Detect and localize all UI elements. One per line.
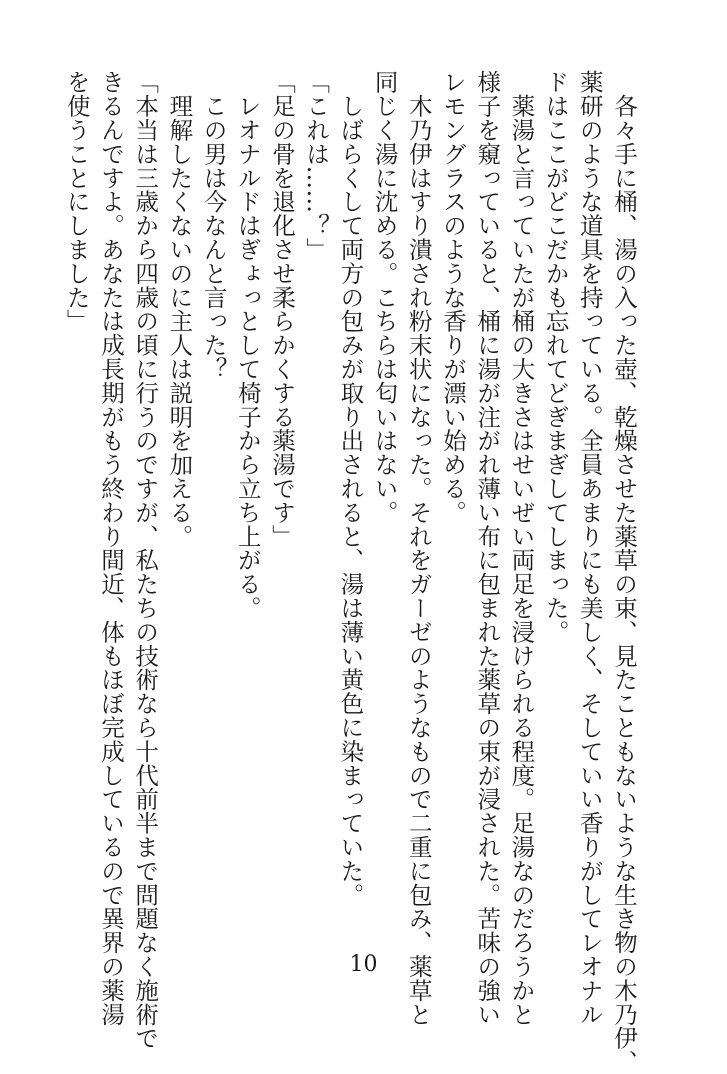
text-column: 各々手に桶、湯の入った壺、乾燥させた薬草の束、見たこともないような生き物の木乃伊、: [610, 70, 638, 1074]
vertical-text-block: [60, 70, 641, 1074]
page-number: 10: [349, 952, 378, 977]
text-column: レオナルドはぎょっとして椅子から立ち上がる。: [233, 70, 262, 620]
text-column: 「これは……？」: [302, 70, 331, 262]
text-column: を使うことにしました」: [62, 70, 91, 333]
text-column: この男は今なんと言った？: [199, 70, 228, 381]
text-column: きるんですよ。あなたは成長期がもう終わり間近、体もほぼ完成しているので異界の薬湯: [96, 70, 125, 1026]
text-column: 薬研のような道具を持っている。全員あまりにも美しく、そしていい香りがしてレオナル: [575, 70, 604, 1026]
text-column: 理解したくないのに主人は説明を加える。: [165, 70, 194, 548]
text-column: ドはここがどこだかも忘れてどぎまぎしてしまった。: [541, 70, 570, 644]
text-column: 木乃伊はすり潰され粉末状になった。それをガーゼのようなもので二重に包み、薬草と: [404, 70, 433, 1026]
text-column: レモングラスのような香りが漂い始める。: [438, 70, 467, 525]
text-column: しばらくして両方の包みが取り出されると、湯は薄い黄色に染まっていた。: [336, 70, 365, 907]
text-column: 「足の骨を退化させ柔らかくする薬湯です」: [267, 70, 296, 548]
text-column: 薬湯と言っていたが桶の大きさはせいぜい両足を浸けられる程度。足湯なのだろうかと: [507, 70, 536, 1026]
text-column: 様子を窺っていると、桶に湯が注がれ薄い布に包まれた薬草の束が浸された。苦味の強い: [473, 70, 502, 1026]
text-column: 「本当は三歳から四歳の頃に行うのですが、私たちの技術なら十代前半まで問題なく施術で: [131, 70, 160, 1050]
text-column: 同じく湯に沈める。こちらは匂いはない。: [370, 70, 399, 525]
